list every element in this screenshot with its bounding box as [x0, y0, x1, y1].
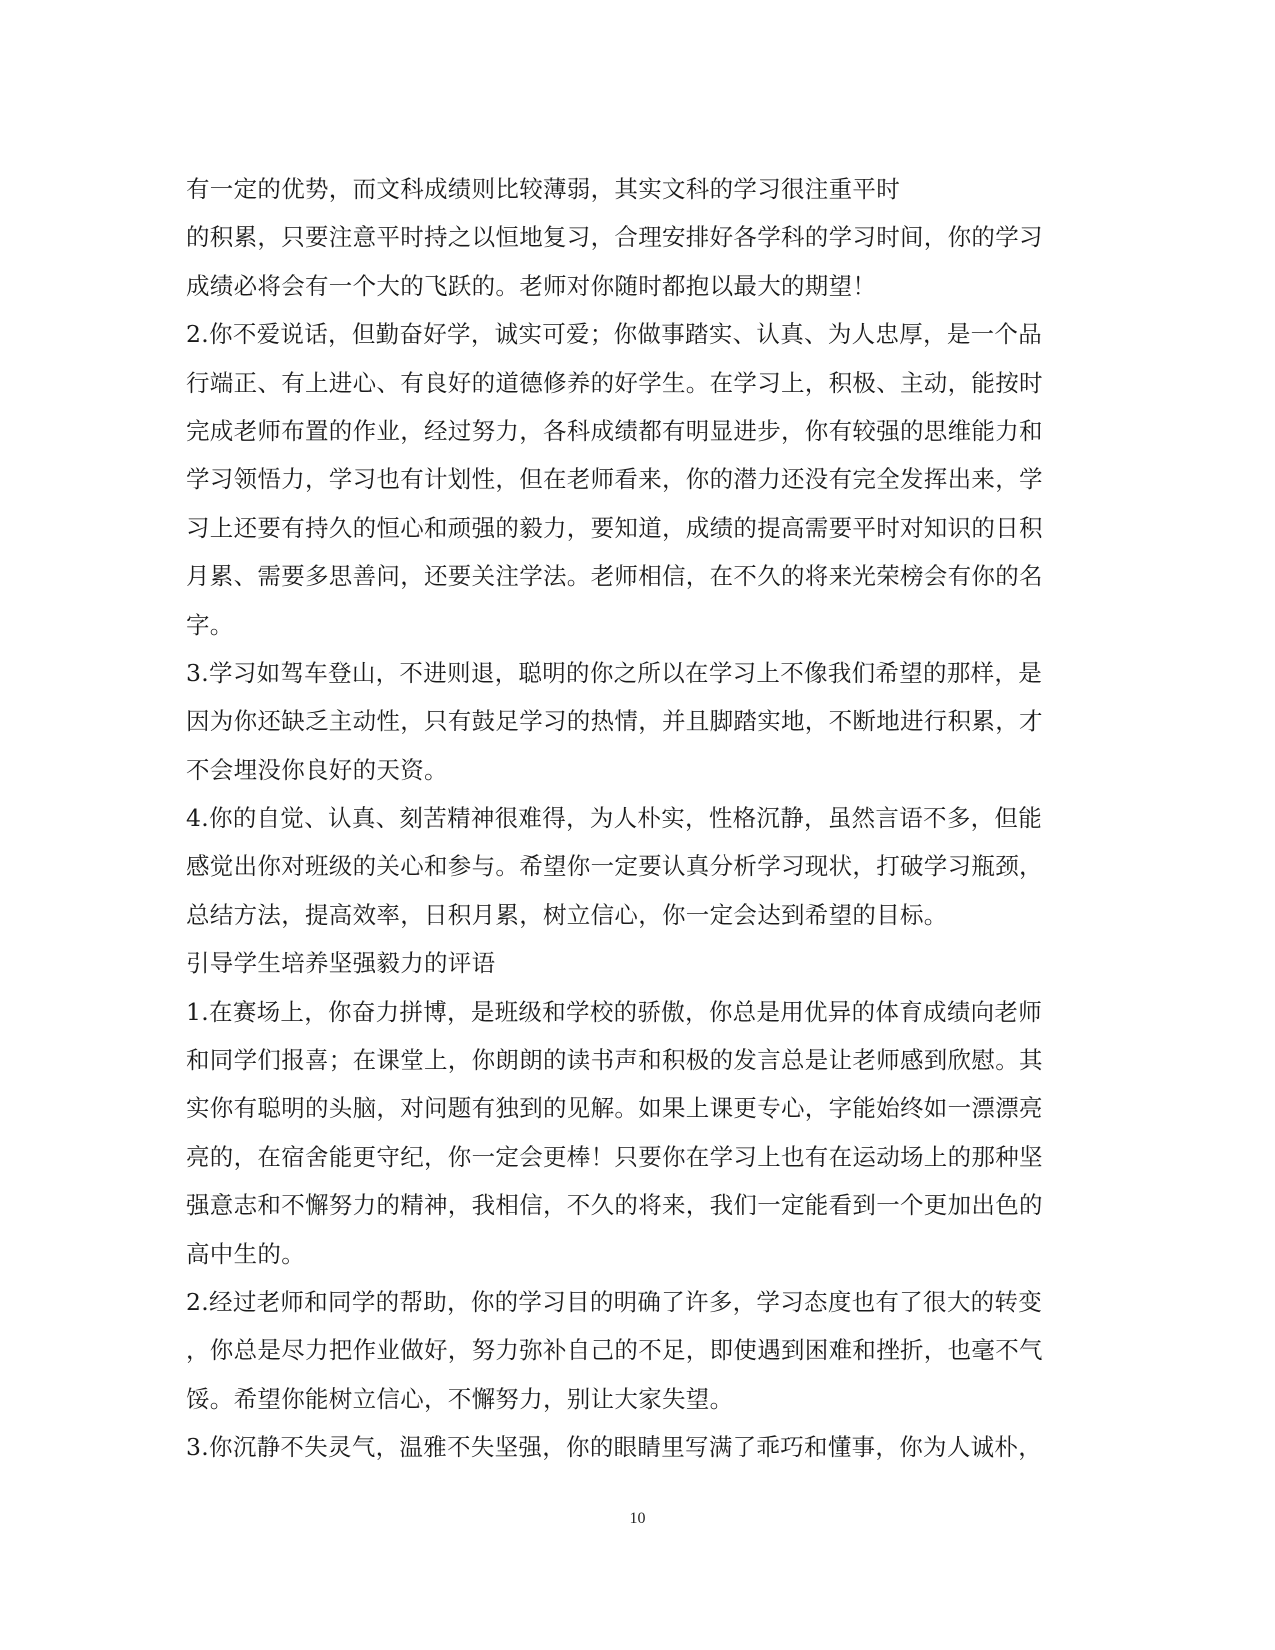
text-line: 2.经过老师和同学的帮助，你的学习目的明确了许多，学习态度也有了很大的转变: [186, 1287, 1043, 1316]
text-line: 不会埋没你良好的天资。: [186, 755, 448, 784]
text-line: 的积累，只要注意平时持之以恒地复习，合理安排好各学科的学习时间，你的学习: [186, 223, 1043, 252]
text-line: 习上还要有持久的恒心和顽强的毅力，要知道，成绩的提高需要平时对知识的日积: [186, 513, 1043, 542]
text-line: 3.你沉静不失灵气，温雅不失坚强，你的眼睛里写满了乖巧和懂事，你为人诚朴，: [186, 1433, 1043, 1462]
text-line: 3.学习如驾车登山，不进则退，聪明的你之所以在学习上不像我们希望的那样，是: [186, 658, 1043, 687]
text-line: 高中生的。: [186, 1239, 305, 1268]
text-line: 强意志和不懈努力的精神，我相信，不久的将来，我们一定能看到一个更加出色的: [186, 1191, 1043, 1220]
page-number: 10: [629, 1510, 646, 1527]
text-line: 月累、需要多思善问，还要关注学法。老师相信，在不久的将来光荣榜会有你的名: [186, 562, 1043, 591]
text-line: 完成老师布置的作业，经过努力，各科成绩都有明显进步，你有较强的思维能力和: [186, 416, 1043, 445]
text-line: 1.在赛场上，你奋力拼博，是班级和学校的骄傲，你总是用优异的体育成绩向老师: [186, 997, 1043, 1026]
text-line: 总结方法，提高效率，日积月累，树立信心，你一定会达到希望的目标。: [186, 900, 948, 929]
text-line: 馁。希望你能树立信心，不懈努力，别让大家失望。: [186, 1384, 734, 1413]
text-line: 因为你还缺乏主动性，只有鼓足学习的热情，并且脚踏实地，不断地进行积累，才: [186, 707, 1043, 736]
text-line: 行端正、有上进心、有良好的道德修养的好学生。在学习上，积极、主动，能按时: [186, 368, 1043, 397]
text-line: 和同学们报喜；在课堂上，你朗朗的读书声和积极的发言总是让老师感到欣慰。其: [186, 1046, 1043, 1075]
text-line: 有一定的优势，而文科成绩则比较薄弱，其实文科的学习很注重平时: [186, 175, 900, 203]
text-line: 感觉出你对班级的关心和参与。希望你一定要认真分析学习现状，打破学习瓶颈，: [186, 852, 1043, 881]
text-line: 2.你不爱说话，但勤奋好学，诚实可爱；你做事踏实、认真、为人忠厚，是一个品: [186, 320, 1043, 349]
text-line: 成绩必将会有一个大的飞跃的。老师对你随时都抱以最大的期望！: [186, 271, 877, 300]
section-heading: 引导学生培养坚强毅力的评语: [186, 949, 496, 978]
text-line: 实你有聪明的头脑，对问题有独到的见解。如果上课更专心，字能始终如一漂漂亮: [186, 1094, 1043, 1123]
text-line: 字。: [186, 610, 234, 639]
text-line: 学习领悟力，学习也有计划性，但在老师看来，你的潜力还没有完全发挥出来，学: [186, 465, 1043, 494]
text-line: 亮的，在宿舍能更守纪，你一定会更棒！只要你在学习上也有在运动场上的那种坚: [186, 1142, 1043, 1171]
text-line: 4.你的自觉、认真、刻苦精神很难得，为人朴实，性格沉静，虽然言语不多，但能: [186, 804, 1043, 833]
body-text: [186, 165, 1086, 1472]
text-line: ，你总是尽力把作业做好，努力弥补自己的不足，即使遇到困难和挫折，也毫不气: [186, 1336, 1043, 1365]
